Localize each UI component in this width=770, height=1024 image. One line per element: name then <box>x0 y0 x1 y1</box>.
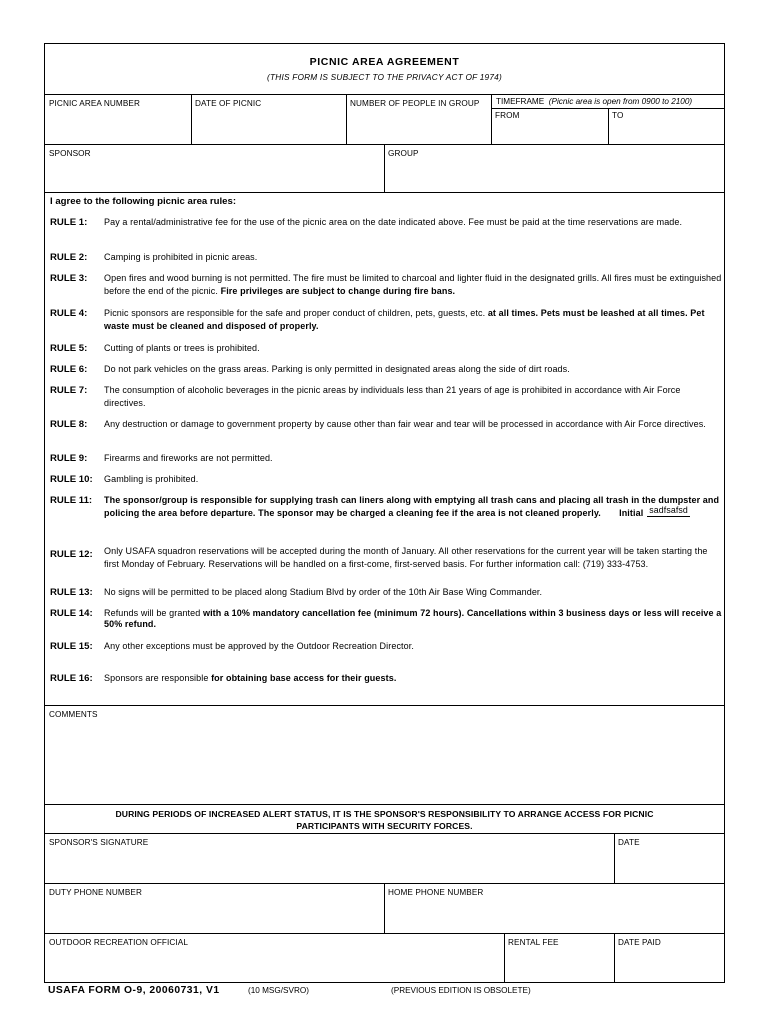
alert-status-notice: DURING PERIODS OF INCREASED ALERT STATUS, IT IS THE SPONSOR'S RESPONSIBILITY TO ARRANGE ACCESS FOR PICNIC PARTICIPANTS WITH SECURITY FORCES. <box>115 809 654 832</box>
rule-14: RULE 14: Refunds will be granted with a 10% mandatory cancellation fee (minimum 72 hours). Cancellations within 3 business days or less will receive a 50% refund. <box>50 608 722 629</box>
rule-2: RULE 2: Camping is prohibited in picnic areas. <box>50 252 258 263</box>
home-phone-field[interactable] <box>384 883 724 933</box>
rental-fee-label: RENTAL FEE <box>508 938 559 947</box>
comments-label: COMMENTS <box>49 710 98 719</box>
timeframe-note: (Picnic area is open from 0900 to 2100) <box>548 97 693 106</box>
rule-12: RULE 12: Only USAFA squadron reservations will be accepted during the month of January. All other reservations for the current year will be taken starting the first Monday of February. Reservations will be handled on a first-come, first-served basis. For further information call: (719) 333-4753. <box>50 546 708 570</box>
rules-intro: I agree to the following picnic area rules: <box>50 196 237 207</box>
rule-6: RULE 6: Do not park vehicles on the grass areas. Parking is only permitted in designated areas along the side of dirt roads. <box>50 364 570 375</box>
rule-16: RULE 16: Sponsors are responsible for obtaining base access for their guests. <box>50 673 397 684</box>
edition-notice: (PREVIOUS EDITION IS OBSOLETE) <box>391 986 531 995</box>
rule-8: RULE 8: Any destruction or damage to government property by cause other than fair wear and tear will be processed in accordance with Air Force directives. <box>50 419 706 430</box>
form-identifier: USAFA FORM O-9, 20060731, V1 <box>48 985 220 996</box>
duty-phone-label: DUTY PHONE NUMBER <box>49 888 142 897</box>
home-phone-label: HOME PHONE NUMBER <box>388 888 484 897</box>
sponsor-signature-label: SPONSOR'S SIGNATURE <box>49 838 149 847</box>
rule-9: RULE 9: Firearms and fireworks are not permitted. <box>50 453 273 464</box>
date-of-picnic-label: DATE OF PICNIC <box>195 99 262 108</box>
rental-fee-field[interactable] <box>504 933 614 983</box>
group-field[interactable] <box>384 144 724 192</box>
initial-input[interactable]: sadfsafsd <box>649 505 688 516</box>
duty-phone-field[interactable] <box>45 883 384 933</box>
sponsor-signature-field[interactable] <box>45 833 614 883</box>
date-paid-field[interactable] <box>614 933 724 983</box>
timeframe-from-field[interactable] <box>491 108 608 144</box>
timeframe-to-field[interactable] <box>608 108 724 144</box>
office-symbol: (10 MSG/SVRO) <box>248 986 309 995</box>
rule-15: RULE 15: Any other exceptions must be approved by the Outdoor Recreation Director. <box>50 641 414 652</box>
initial-label: Initial <box>619 508 644 519</box>
outdoor-recreation-official-field[interactable] <box>45 933 504 983</box>
number-of-people-label: NUMBER OF PEOPLE IN GROUP <box>350 99 480 108</box>
rule-11: RULE 11: The sponsor/group is responsible for supplying trash can liners along with emptying all trash cans and placing all trash in the dumpster and policing the area before departure. The sponsor may be charged a cleaning fee if the area is not cleaned properly. Initial sadfsafsd <box>50 495 720 519</box>
official-label: OUTDOOR RECREATION OFFICIAL <box>49 938 189 947</box>
rule-3: RULE 3: Open fires and wood burning is not permitted. The fire must be limited to charcoal and lighter fluid in the designated grills. All fires must be extinguished before the end of the picnic. Fire privileges are subject to change during fire bans. <box>50 273 722 297</box>
rule-13: RULE 13: No signs will be permitted to be placed along Stadium Blvd by order of the 10th Air Base Wing Commander. <box>50 587 543 598</box>
to-label: TO <box>612 111 624 120</box>
picnic-area-agreement-form <box>44 43 725 983</box>
rule-7: RULE 7: The consumption of alcoholic beverages in the picnic areas by individuals less than 21 years of age is prohibited in accordance with Air Force directives. <box>50 385 681 409</box>
group-label: GROUP <box>388 149 419 158</box>
rule-4: RULE 4: Picnic sponsors are responsible for the safe and proper conduct of children, pets, guests, etc. at all times. Pets must be leashed at all times. Pet waste must be cleaned and disposed of properly. <box>50 308 705 332</box>
from-label: FROM <box>495 111 520 120</box>
form-subtitle: (THIS FORM IS SUBJECT TO THE PRIVACY ACT OF 1974) <box>267 72 502 82</box>
picnic-area-number-field[interactable] <box>45 94 191 144</box>
rule-10: RULE 10: Gambling is prohibited. <box>50 474 199 485</box>
signature-date-field[interactable] <box>614 833 724 883</box>
number-of-people-field[interactable] <box>346 94 491 144</box>
date-of-picnic-field[interactable] <box>191 94 346 144</box>
form-title: PICNIC AREA AGREEMENT <box>309 56 460 68</box>
timeframe-label: TIMEFRAME (Picnic area is open from 0900 to 2100) <box>496 97 693 106</box>
rule-5: RULE 5: Cutting of plants or trees is prohibited. <box>50 343 260 354</box>
date-paid-label: DATE PAID <box>618 938 661 947</box>
date-label: DATE <box>618 838 640 847</box>
picnic-area-number-label: PICNIC AREA NUMBER <box>49 99 140 108</box>
rule-1: RULE 1: Pay a rental/administrative fee for the use of the picnic area on the date indicated above. Fee must be paid at the time reservations are made. <box>50 217 683 228</box>
sponsor-field[interactable] <box>45 144 384 192</box>
comments-field[interactable] <box>45 705 724 804</box>
sponsor-label: SPONSOR <box>49 149 91 158</box>
